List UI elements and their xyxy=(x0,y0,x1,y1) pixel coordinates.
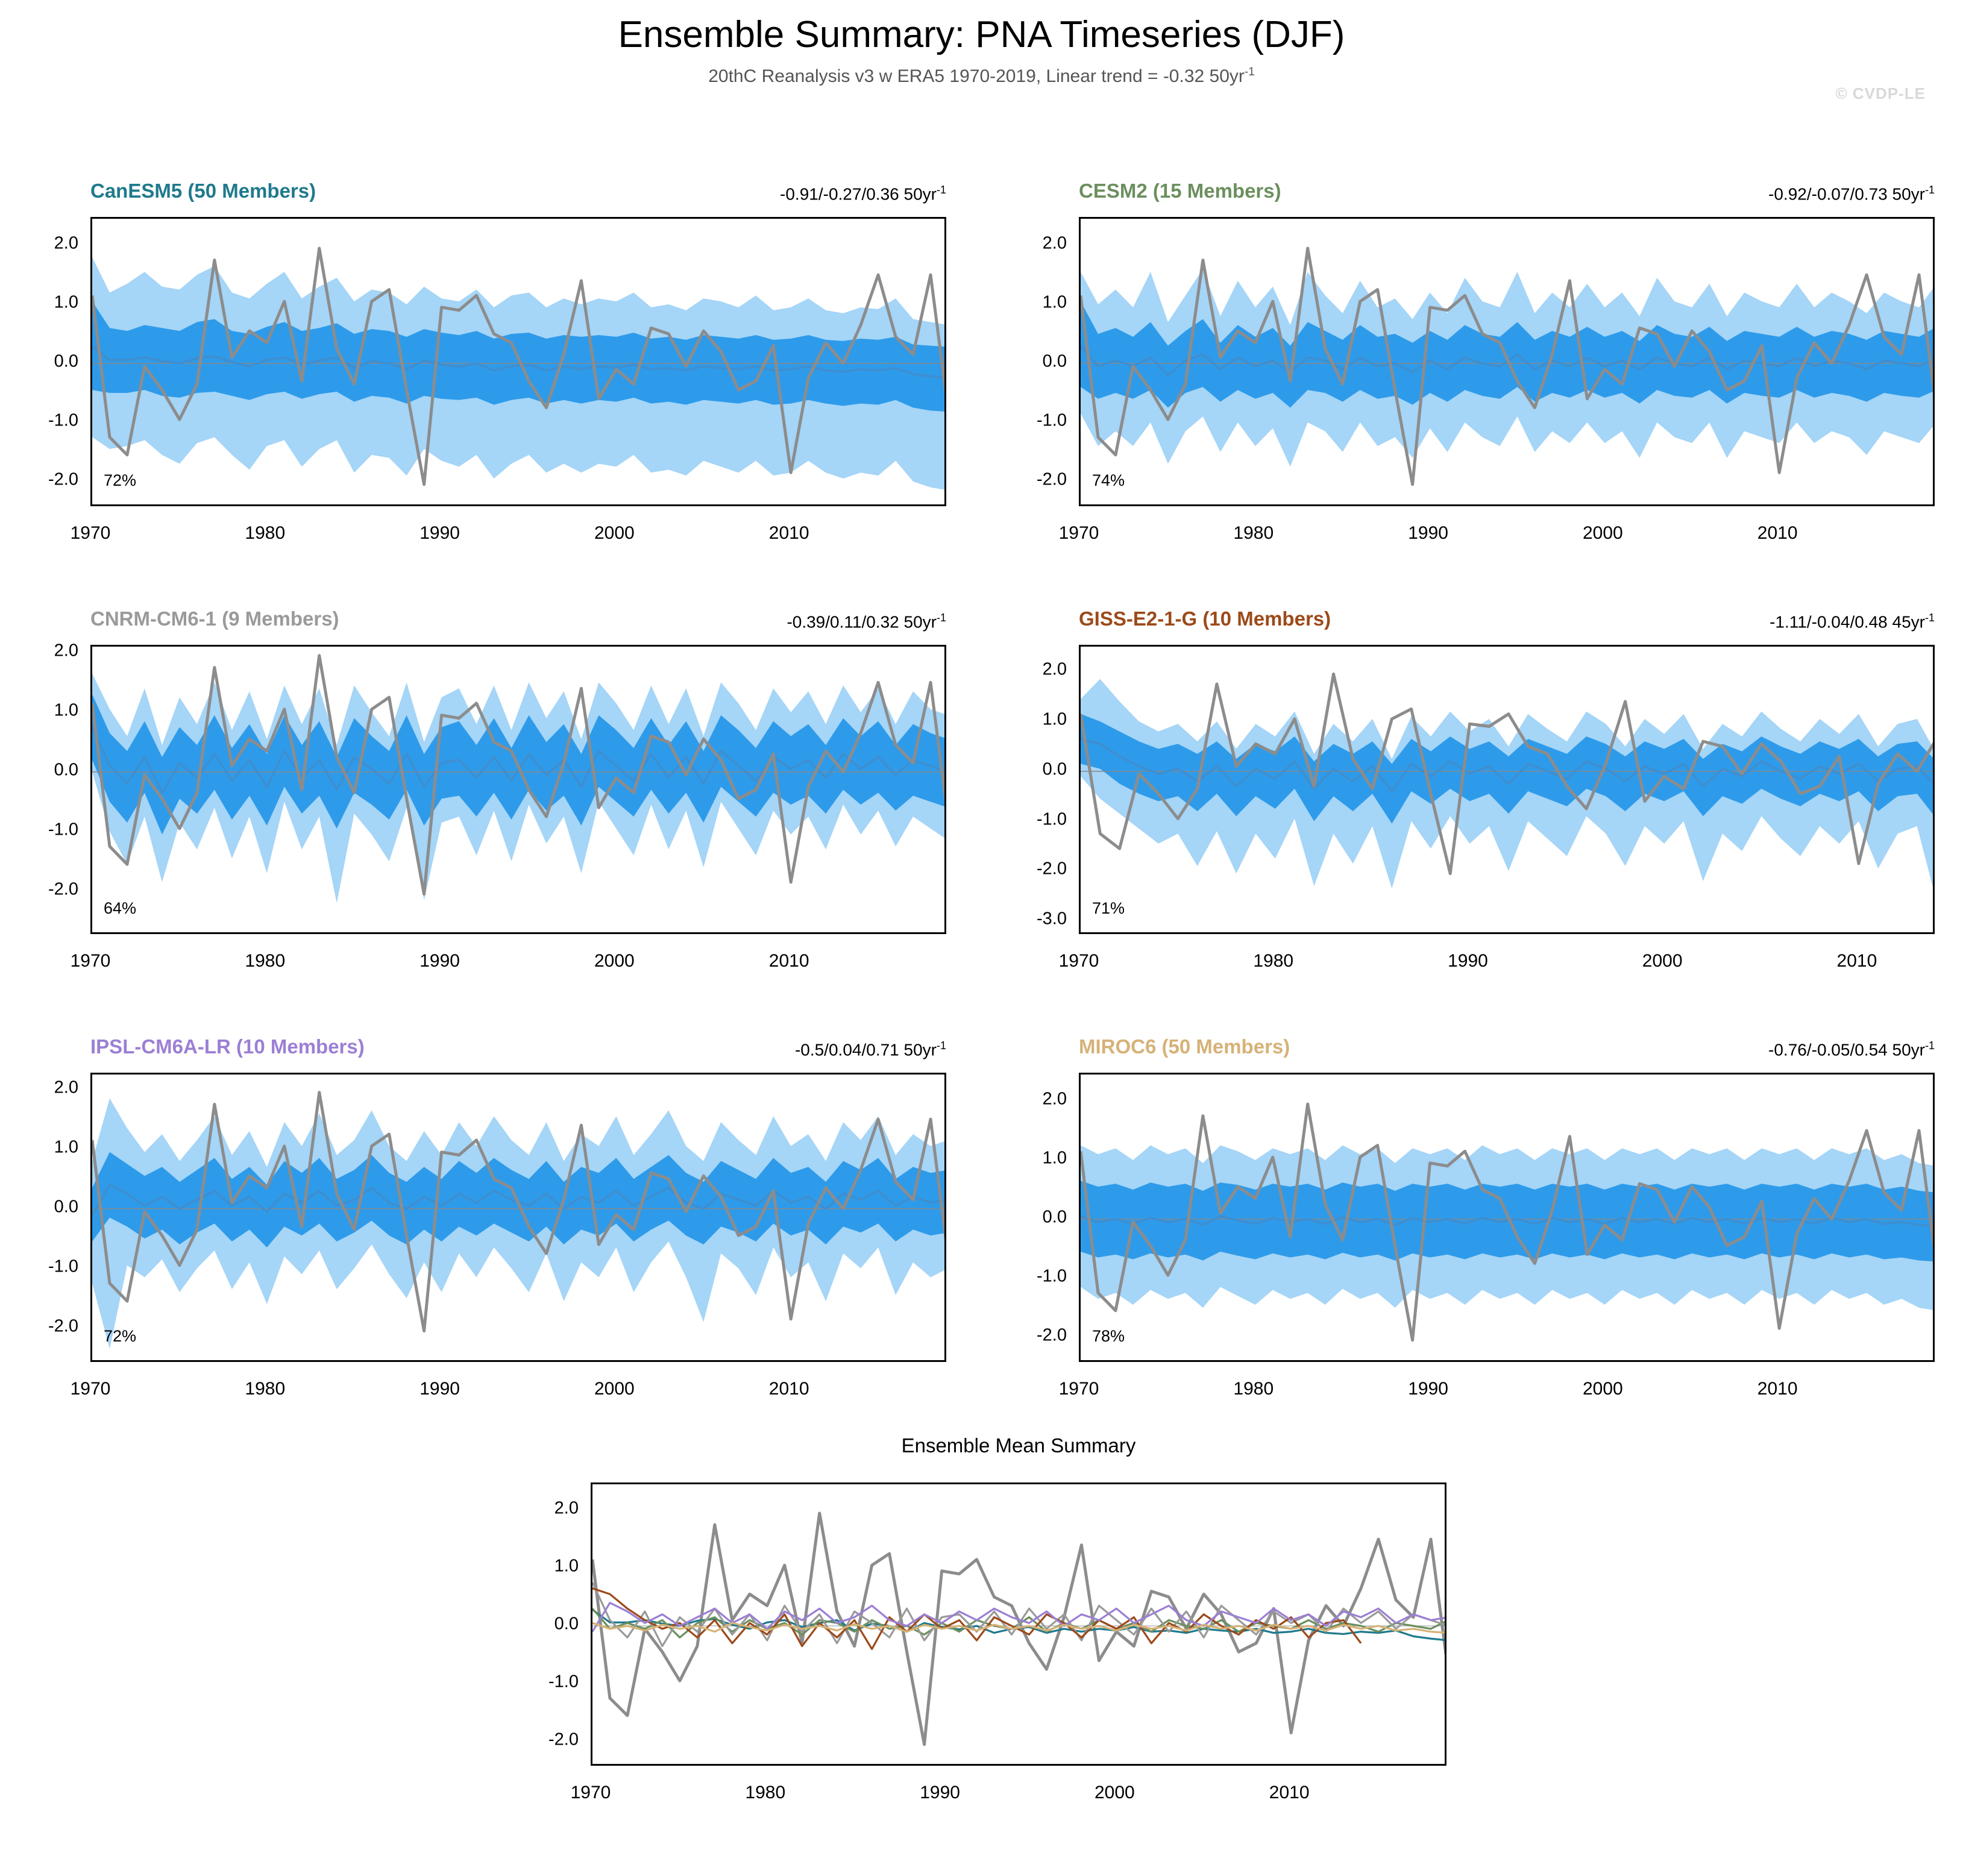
y-tick-label: 0.0 xyxy=(1042,759,1067,779)
y-tick-label: 2.0 xyxy=(54,641,78,660)
x-tick-label: 1990 xyxy=(1408,523,1448,543)
y-axis-labels-cesm2 xyxy=(994,217,1067,506)
panel-title-giss: GISS-E2-1-G (10 Members) xyxy=(1079,607,1331,630)
x-tick-label: 2010 xyxy=(768,951,809,971)
x-tick-label: 2000 xyxy=(1583,1379,1623,1399)
y-tick-label: -2.0 xyxy=(48,879,78,899)
x-tick-label: 1990 xyxy=(419,523,460,543)
y-tick-label: -2.0 xyxy=(48,469,78,489)
x-tick-label: 1970 xyxy=(1058,951,1099,971)
x-tick-label: 2000 xyxy=(1095,1783,1135,1802)
x-tick-label: 2000 xyxy=(594,951,635,971)
x-axis-labels-ensemble-mean-summary xyxy=(570,1783,1446,1813)
plot-svg-cesm2 xyxy=(1081,219,1935,506)
x-tick-label: 1990 xyxy=(920,1783,960,1802)
x-tick-label: 2010 xyxy=(768,523,809,543)
y-axis-labels-miroc6 xyxy=(994,1073,1067,1362)
y-tick-label: 0.0 xyxy=(54,351,78,371)
y-tick-label: 1.0 xyxy=(1042,1148,1067,1168)
panel-trend-miroc6: -0.76/-0.05/0.54 $50yr^{-1}$ xyxy=(1768,1040,1935,1059)
y-tick-label: 2.0 xyxy=(1042,1089,1067,1109)
plot-area-canesm5 xyxy=(90,217,946,506)
y-tick-label: 2.0 xyxy=(1042,233,1067,253)
y-tick-label: 0.0 xyxy=(1042,351,1067,371)
page-title: Ensemble Summary: PNA Timeseries (DJF) xyxy=(618,14,1345,55)
y-tick-label: -1.0 xyxy=(1037,809,1067,829)
panel-title-cnrm: CNRM-CM6-1 (9 Members) xyxy=(90,607,339,630)
plot-area-giss xyxy=(1079,645,1935,934)
bottom-panel-title: Ensemble Mean Summary xyxy=(901,1434,1136,1457)
x-tick-label: 2010 xyxy=(1836,951,1877,971)
x-axis-labels-cesm2 xyxy=(1058,523,1935,553)
percent-within-range-cnrm: 64% xyxy=(104,899,137,917)
x-tick-label: 2010 xyxy=(1757,523,1798,543)
x-tick-label: 1990 xyxy=(1408,1379,1448,1399)
subtitle-text: 20thC Reanalysis v3 w ERA5 1970-2019, Linear trend = -0.32 50yr xyxy=(708,66,1245,86)
x-tick-label: 2010 xyxy=(1757,1379,1798,1399)
plot-area-cesm2 xyxy=(1079,217,1935,506)
plot-svg-miroc6 xyxy=(1081,1074,1935,1362)
x-tick-label: 1970 xyxy=(1058,1379,1099,1399)
panel-title-ipsl: IPSL-CM6A-LR (10 Members) xyxy=(90,1035,365,1058)
x-axis-labels-cnrm xyxy=(70,951,946,981)
panel-trend-giss: -1.11/-0.04/0.48 $45yr^{-1}$ xyxy=(1770,612,1935,632)
x-tick-label: 2010 xyxy=(1269,1783,1310,1802)
y-axis-labels-cnrm xyxy=(6,641,78,934)
y-tick-label: -2.0 xyxy=(48,1316,78,1336)
y-tick-label: -1.0 xyxy=(48,410,78,430)
x-tick-label: 1980 xyxy=(245,951,286,971)
y-tick-label: 2.0 xyxy=(554,1498,579,1518)
x-tick-label: 2000 xyxy=(594,523,635,543)
y-tick-label: 0.0 xyxy=(54,1197,78,1217)
x-tick-label: 1970 xyxy=(70,951,111,971)
y-tick-label: -1.0 xyxy=(48,820,78,839)
panel-title-cesm2: CESM2 (15 Members) xyxy=(1079,180,1281,202)
y-tick-label: -2.0 xyxy=(548,1730,579,1749)
y-axis-labels-giss xyxy=(994,645,1067,934)
x-tick-label: 1970 xyxy=(570,1783,611,1802)
cvdp-watermark: © CVDP-LE xyxy=(1835,84,1926,102)
x-tick-label: 1980 xyxy=(745,1783,786,1802)
x-axis-labels-ipsl xyxy=(70,1379,946,1409)
ensemble-mean-summary-svg xyxy=(592,1484,1446,1766)
plot-area-ipsl xyxy=(90,1073,946,1362)
x-tick-label: 1980 xyxy=(1253,951,1294,971)
x-tick-label: 1980 xyxy=(1233,1379,1274,1399)
x-tick-label: 1980 xyxy=(1233,523,1274,543)
y-tick-label: 0.0 xyxy=(54,760,78,780)
panel-trend-canesm5: -0.91/-0.27/0.36 $50yr^{-1}$ xyxy=(780,184,946,204)
y-tick-label: 0.0 xyxy=(554,1614,579,1634)
y-tick-label: -2.0 xyxy=(1037,469,1067,489)
panel-trend-cnrm: -0.39/0.11/0.32 $50yr^{-1}$ xyxy=(787,612,946,632)
plot-svg-ipsl xyxy=(92,1074,946,1362)
percent-within-range-giss: 71% xyxy=(1092,899,1125,917)
y-axis-labels-ipsl xyxy=(6,1073,78,1362)
y-tick-label: -1.0 xyxy=(1037,410,1067,430)
panel-title-miroc6: MIROC6 (50 Members) xyxy=(1079,1035,1290,1058)
plot-svg-giss xyxy=(1081,647,1935,934)
panel-title-canesm5: CanESM5 (50 Members) xyxy=(90,180,316,202)
x-tick-label: 1980 xyxy=(245,523,286,543)
x-tick-label: 2000 xyxy=(1583,523,1623,543)
panel-trend-cesm2: -0.92/-0.07/0.73 $50yr^{-1}$ xyxy=(1768,184,1935,204)
x-tick-label: 1970 xyxy=(1058,523,1099,543)
x-tick-label: 1990 xyxy=(419,1379,460,1399)
y-tick-label: -1.0 xyxy=(548,1672,579,1692)
percent-within-range-canesm5: 72% xyxy=(104,471,137,489)
y-tick-label: -1.0 xyxy=(48,1256,78,1276)
x-axis-labels-canesm5 xyxy=(70,523,946,553)
y-tick-label: 1.0 xyxy=(54,700,78,720)
x-tick-label: 2000 xyxy=(594,1379,635,1399)
x-tick-label: 1990 xyxy=(419,951,460,971)
y-tick-label: -1.0 xyxy=(1037,1266,1067,1286)
chart-subtitle xyxy=(0,66,1963,87)
y-tick-label: 1.0 xyxy=(1042,709,1067,729)
y-axis-labels-ensemble-mean-summary xyxy=(506,1482,579,1766)
y-tick-label: 1.0 xyxy=(1042,292,1067,312)
x-tick-label: 1970 xyxy=(70,1379,111,1399)
plot-svg-canesm5 xyxy=(92,219,946,506)
x-axis-labels-miroc6 xyxy=(1058,1379,1935,1409)
y-axis-labels-canesm5 xyxy=(6,217,78,506)
chart-header xyxy=(0,0,1963,87)
y-tick-label: -3.0 xyxy=(1037,909,1067,929)
y-tick-label: 1.0 xyxy=(54,1137,78,1157)
y-tick-label: -2.0 xyxy=(1037,1325,1067,1345)
y-tick-label: -2.0 xyxy=(1037,859,1067,879)
x-tick-label: 1980 xyxy=(245,1379,286,1399)
y-tick-label: 2.0 xyxy=(54,1078,78,1097)
percent-within-range-ipsl: 72% xyxy=(104,1327,137,1345)
x-tick-label: 1990 xyxy=(1448,951,1488,971)
x-tick-label: 1970 xyxy=(70,523,111,543)
subtitle-exponent: -1 xyxy=(1244,66,1255,78)
y-tick-label: 2.0 xyxy=(54,233,78,253)
x-axis-labels-giss xyxy=(1058,951,1935,981)
x-tick-label: 2000 xyxy=(1642,951,1683,971)
y-tick-label: 0.0 xyxy=(1042,1207,1067,1227)
percent-within-range-cesm2: 74% xyxy=(1092,471,1125,489)
percent-within-range-miroc6: 78% xyxy=(1092,1327,1125,1345)
plot-svg-cnrm xyxy=(92,647,946,934)
y-tick-label: 2.0 xyxy=(1042,659,1067,679)
plot-area-cnrm xyxy=(90,645,946,934)
y-tick-label: 1.0 xyxy=(554,1556,579,1576)
plot-area-ensemble-mean-summary xyxy=(591,1482,1446,1766)
plot-area-miroc6 xyxy=(1079,1073,1935,1362)
panel-trend-ipsl: -0.5/0.04/0.71 $50yr^{-1}$ xyxy=(794,1040,946,1059)
x-tick-label: 2010 xyxy=(768,1379,809,1399)
y-tick-label: 1.0 xyxy=(54,292,78,312)
